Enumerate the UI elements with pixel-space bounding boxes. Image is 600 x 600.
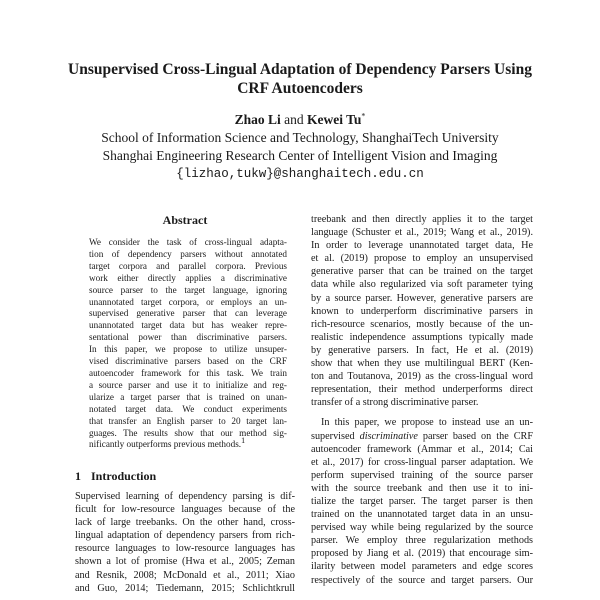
- body-line: show that when they use multilingual BERT (Ken-: [311, 358, 533, 370]
- body-line: rich-resource scenarios, mostly because of the un-: [311, 318, 533, 330]
- section-number: 1: [75, 469, 81, 483]
- body-line: et al., 2017) for cross-lingual parser adaptation. We: [311, 456, 533, 468]
- abstract-line: unannotated target data but has weaker repre-: [89, 320, 287, 331]
- body-line: pervised way while being regularized by the source: [311, 522, 533, 534]
- body-line: In this paper, we propose to instead use an un-: [321, 417, 533, 429]
- author-name: Kewei Tu: [307, 112, 362, 127]
- abstract-heading: Abstract: [162, 213, 208, 227]
- text-run: supervised: [311, 430, 360, 442]
- right-column: [311, 213, 533, 587]
- abstract-line: ularize a target parser that is trained on unan-: [89, 391, 287, 402]
- introduction-left-column: [75, 490, 295, 595]
- body-line: and Guo, 2014; Tiedemann, 2015; Schlichtkrull: [75, 582, 295, 594]
- title-line: CRF Autoencoders: [237, 80, 363, 97]
- body-line: proposed by Jiang et al. (2019) that encourage sim-: [311, 548, 533, 560]
- body-line: Supervised learning of dependency parsing is dif-: [75, 491, 295, 502]
- abstract-line-text: nificantly outperforms previous methods.: [89, 439, 242, 450]
- body-line: shown a lot of promise (Hwa et al., 2005; Zeman: [75, 556, 295, 568]
- abstract-line: that transfer an English parser to 20 target lan-: [89, 415, 287, 426]
- author-conjunction: and: [284, 112, 304, 127]
- body-line: treebank and then directly applies it to the target: [311, 214, 533, 225]
- abstract-line: We consider the task of cross-lingual adapta-: [89, 237, 287, 247]
- paper-title: [40, 60, 560, 98]
- body-line: tialize the target parser. The target parser is then: [311, 495, 533, 507]
- paragraph-gap: [311, 409, 533, 416]
- body-line: autoencoder framework (Ammar et al., 2014; Cai: [311, 443, 533, 455]
- abstract-line: a source parser and use it to initialize and reg-: [89, 379, 287, 390]
- body-line: data while also regularized via soft parameter tying: [311, 279, 533, 291]
- abstract-line: work either directly applies a discriminative: [89, 272, 287, 283]
- body-line: lack of large treebanks. On the other hand, cross-: [75, 517, 295, 529]
- affiliation: Shanghai Engineering Research Center of Intelligent Vision and Imaging: [102, 148, 498, 163]
- body-line: by generative parsers. In fact, He et al. (2019): [311, 344, 533, 356]
- body-line: perform supervised training of the source parser: [311, 469, 533, 481]
- body-line: realistic independence assumptions typically made: [311, 331, 533, 343]
- abstract-line: In this paper, we propose to utilize unsuper-: [89, 344, 287, 355]
- title-line: Unsupervised Cross-Lingual Adaptation of Dependency Parsers Using: [68, 61, 532, 78]
- body-line: In order to leverage unannotated target data, He: [311, 240, 533, 252]
- footnote-mark: 1: [241, 436, 246, 446]
- body-line: generative parser that can be trained on the target: [311, 266, 533, 278]
- body-line: ilarity between model parameters and edge scores: [311, 561, 533, 573]
- body-line: ton and Toutanova, 2019) as the cross-lingual word: [311, 371, 533, 383]
- abstract-line: autoencoder framework for this task. We train: [89, 367, 287, 378]
- abstract-line: sentational power than discriminative parsers.: [89, 332, 287, 343]
- body-line: representation, their method underperforms direct: [311, 384, 533, 396]
- section-heading-introduction: [75, 469, 156, 484]
- text-run: parser based on the CRF: [417, 430, 533, 442]
- author-names: [40, 111, 560, 129]
- abstract-line: tion of dependency parsers without annotated: [89, 248, 287, 259]
- abstract-line: supervised generative parser that can leverage: [89, 308, 287, 319]
- body-line-emphasis: [311, 430, 533, 443]
- abstract-line: unannotated target corpora, or employs an un-: [89, 296, 287, 307]
- body-line: transfer of a strong discriminative parser.: [311, 397, 479, 409]
- body-line: with the source treebank and then use it to ini-: [311, 482, 533, 494]
- abstract-line: target corpora and parallel corpora. Previous: [89, 260, 287, 271]
- body-line: respectively of the source and target parsers. Our: [311, 574, 533, 586]
- body-line: known to underperform discriminative parsers in: [311, 305, 533, 317]
- abstract-line: vised discriminative parsers based on the CRF: [89, 356, 287, 367]
- body-line: parser. We employ three regularization methods: [311, 535, 533, 547]
- abstract-body: [89, 237, 287, 451]
- section-title: Introduction: [91, 469, 157, 483]
- abstract-line: guages. The results show that our method sig-: [89, 427, 287, 438]
- body-line: resource languages to low-resource languages has: [75, 543, 295, 555]
- affiliation: School of Information Science and Technology, ShanghaiTech University: [101, 130, 499, 145]
- abstract-line: notated target data. We conduct experiments: [89, 403, 287, 414]
- body-line: trained on the unannotated target data in an unsu-: [311, 509, 533, 521]
- body-line: et al. (2019) propose to employ an unsupervised: [311, 253, 533, 265]
- abstract-line: source parser to the target language, ignoring: [89, 284, 287, 295]
- author-email: {lizhao,tukw}@shanghaitech.edu.cn: [176, 167, 424, 181]
- body-line: and Resnik, 2008; McDonald et al., 2011; Xiao: [75, 569, 295, 581]
- body-line: language (Schuster et al., 2019; Wang et al., 2019).: [311, 227, 533, 239]
- body-line: lingual adaptation of dependency parsers from rich-: [75, 530, 295, 542]
- body-line: by a source parser. However, generative parsers are: [311, 292, 533, 304]
- body-line: ficult for low-resource languages because of the: [75, 504, 295, 516]
- author-name: Zhao Li: [234, 112, 281, 127]
- emphasized-term: discriminative: [359, 430, 418, 442]
- corresponding-author-mark: *: [361, 111, 366, 121]
- abstract-line-last: [89, 436, 287, 451]
- author-block: [40, 111, 560, 183]
